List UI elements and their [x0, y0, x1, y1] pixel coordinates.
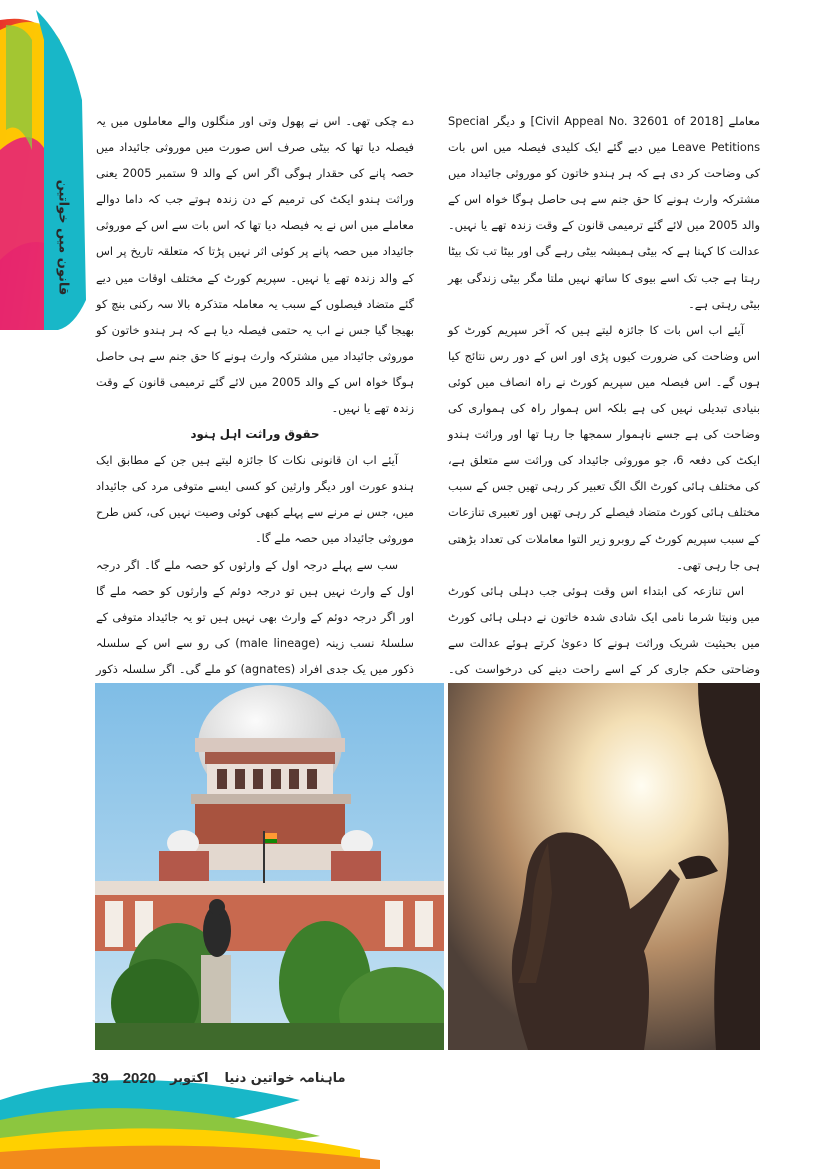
page-footer	[92, 1064, 346, 1092]
child-silhouette-photo	[448, 683, 760, 1050]
paragraph: اس تنازعہ کی ابتداء اس وقت ہوئی جب دہلی ہائی کورٹ میں ونیتا شرما نامی ایک شادی شدہ خاتون نے دہلی ہائی کورٹ میں بحیثیت شریک وراثت ہونے کا دعویٰ کرتے ہوئے عدالت سے وضاحتی حکم جاری کر کے اسے راحت دینے کی درخواست کی۔	[448, 583, 760, 676]
section-label	[48, 132, 78, 342]
paragraph: آیئے اب ان قانونی نکات کا جائزہ لیتے ہیں جن کے مطابق ایک ہندو عورت اور دیگر وارثین کو کسی ایسے متوفی مرد کی جائیداد میں، جس نے مرنے سے پہلے کبھی کوئی وصیت نہیں کی، کس طرح موروثی جائیداد میں حصہ ملے گا۔	[96, 453, 414, 546]
paragraph: معاملے [Civil Appeal No. 32601 of 2018] و دیگر Special Leave Petitions میں دیے گئے ایک کلیدی فیصلہ میں اس بات کی وضاحت کر دی ہے کہ ہر ہندو خاتون کو موروثی جائیداد میں مشترکہ وارث ہونے کا حق جنم سے ہی حاصل ہوگا خواہ اس کے والد 2005 میں لائے گئے ترمیمی قانون کے وقت زندہ تھے یا نہیں۔ عدالت کا کہنا ہے کہ بیٹی ہمیشہ بیٹی رہے گی اور بیٹا تب تک بیٹا رہتا ہے جب تک اسے بیوی کا ساتھ نہیں ملتا مگر بیٹی زندگی بھر بیٹی رہتی ہے۔	[448, 114, 761, 311]
paragraph: آیئے اب اس بات کا جائزہ لیتے ہیں کہ آخر سپریم کورٹ کو اس وضاحت کی ضرورت کیوں پڑی اور اس کے دور رس نتائج کیا ہوں گے۔ اس فیصلہ میں سپریم کورٹ نے راہ انصاف میں کوئی بنیادی تبدیلی نہیں کی ہے بلکہ اس ہموار راہ کی ہمواری کی وضاحت کی ہے جسے ناہموار سمجھا جا رہا تھا اور وراثت ہندو ایکٹ کی دفعہ 6، جو موروثی جائیداد کی وراثت سے متعلق ہے، کی مختلف ہائی کورٹ الگ الگ تعبیر کر رہی تھیں جس کے سبب مختلف ہائی کورٹ متضاد فیصلے کر رہی تھیں اور تعبیری تنازعات کے سبب سپریم کورٹ کے روبرو زیر التوا معاملات کی تعداد بڑھتی ہی جا رہی تھی۔	[448, 322, 761, 572]
magazine-name: ماہنامہ خواتین دنیا	[224, 1070, 346, 1086]
supreme-court-photo	[95, 683, 444, 1050]
bottom-color-swoosh	[0, 1040, 826, 1169]
section-heading: حقوق وراثت اہل ہنود	[190, 427, 320, 442]
page-number: 39	[92, 1069, 109, 1087]
issue-month: اکتوبر	[170, 1070, 209, 1086]
paragraph: سب سے پہلے درجہ اول کے وارثوں کو حصہ ملے گا۔ اگر درجہ اول کے وارث نہیں ہیں تو درجہ دوئم کے وارثوں کو حصہ ملے گا اور اگر درجہ دوئم کے وارث بھی نہیں ہیں تو یہ جائیداد متوفی کے سلسلۂ نسب زینہ (male lineage) کی رو سے اس کے سلسلہ ذکور میں یک جدی افراد (agnates) کو ملے گی۔ اگر سلسلہ ذکور	[96, 557, 414, 676]
left-text-column	[96, 108, 414, 708]
right-text-column	[448, 108, 760, 734]
issue-year: 2020	[122, 1069, 157, 1087]
paragraph: دے چکی تھی۔ اس نے پھول وتی اور منگلوں والے معاملوں میں یہ فیصلہ دیا تھا کہ بیٹی صرف اس صورت میں موروثی جائیداد میں حصہ پانے کی حقدار ہوگی اگر اس کے والد 9 ستمبر 2005 یعنی وراثت ہندو ایکٹ کی ترمیم کے دن زندہ ہوتے جب کہ داما دوالے معاملے میں اس نے یہ فیصلہ دیا تھا کہ اس بات سے اس کے موروثی جائیداد میں حصہ پانے پر کوئی اثر نہیں پڑتا کہ متعلقہ تاریخ پر اس کے والد زندہ تھے یا نہیں۔ سپریم کورٹ کے مختلف اوقات میں دیے گئے متضاد فیصلوں کے سبب یہ معاملہ متذکرہ بالا سہ رکنی بنچ کو بھیجا گیا جس نے اب یہ حتمی فیصلہ دیا ہے کہ ہر ہندو خاتون کو موروثی جائیداد میں مشترکہ وارث ہونے کا حق جنم سے ہی حاصل ہوگا خواہ اس کے والد 2005 میں لائے گئے ترمیمی قانون کے وقت زندہ تھے یا نہیں۔	[96, 114, 414, 416]
section-label-text: قانون میں خواتین	[55, 179, 71, 295]
